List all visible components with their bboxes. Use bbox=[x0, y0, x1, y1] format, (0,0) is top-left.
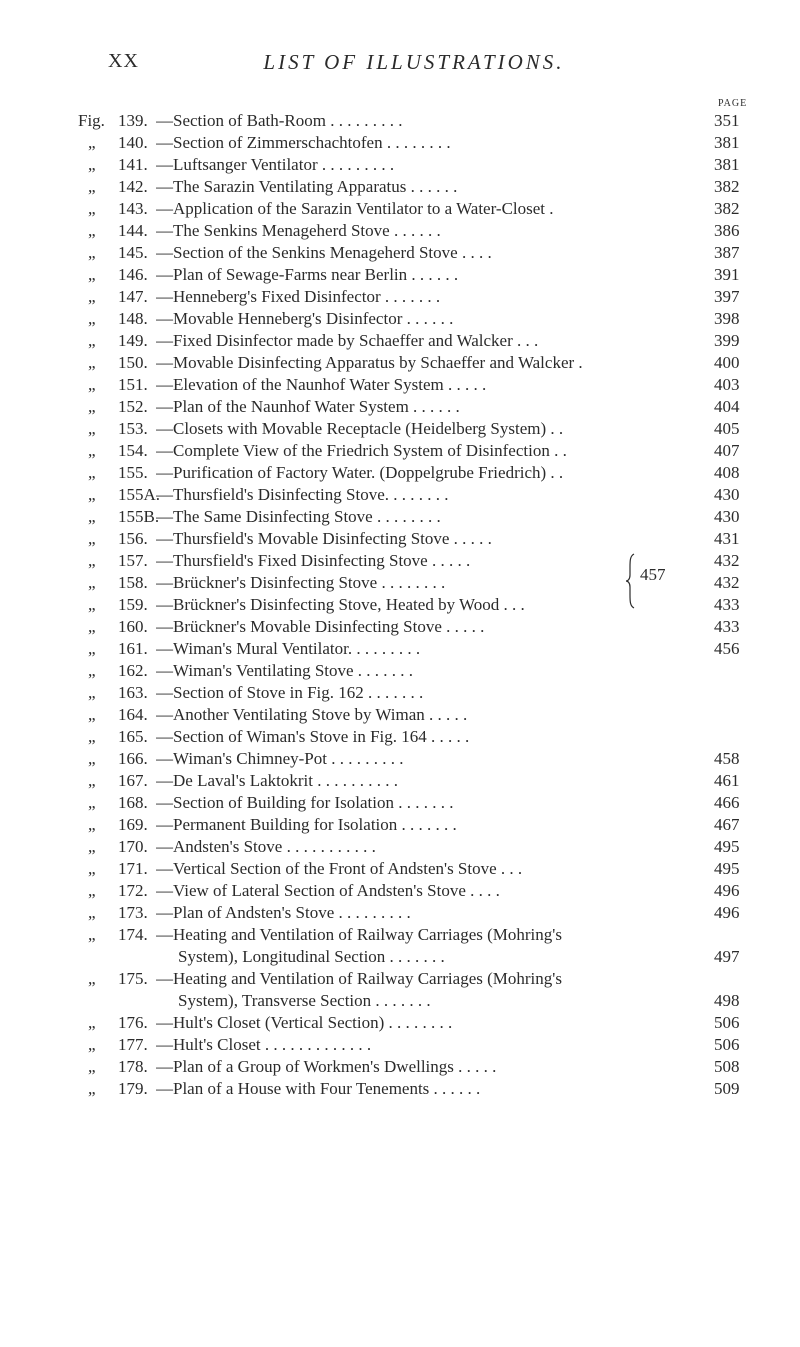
page-ref: 398 bbox=[714, 309, 740, 328]
figure-number: 176. bbox=[118, 1013, 148, 1032]
figure-number: 156. bbox=[118, 529, 148, 548]
page-ref: 461 bbox=[714, 771, 740, 790]
figure-title-line: —Henneberg's Fixed Disinfector . . . . . . . bbox=[156, 287, 441, 306]
ditto-mark: „ bbox=[88, 1013, 96, 1032]
figure-number: 167. bbox=[118, 771, 148, 790]
figure-title bbox=[156, 462, 716, 484]
figure-number: 162. bbox=[118, 661, 148, 680]
ditto-mark: „ bbox=[88, 793, 96, 812]
ditto-mark: „ bbox=[88, 177, 96, 196]
figure-number: 155B. bbox=[118, 507, 160, 526]
page-ref: 430 bbox=[714, 485, 740, 504]
page-header bbox=[108, 50, 720, 80]
figure-title-line: —Section of Building for Isolation . . . . . . . bbox=[156, 793, 454, 812]
figure-title-line: —Plan of the Naunhof Water System . . . . . . bbox=[156, 397, 460, 416]
ditto-mark: „ bbox=[88, 903, 96, 922]
figure-number: 152. bbox=[118, 397, 148, 416]
ditto-mark: „ bbox=[88, 595, 96, 614]
list-item bbox=[78, 352, 758, 374]
ditto-mark: „ bbox=[88, 815, 96, 834]
figure-title bbox=[156, 748, 716, 770]
list-item bbox=[78, 836, 758, 858]
figure-title-line: —Section of Wiman's Stove in Fig. 164 . . . . . bbox=[156, 727, 470, 746]
figure-title-line: —The Same Disinfecting Stove . . . . . . . . bbox=[156, 507, 441, 526]
figure-title bbox=[156, 704, 716, 726]
list-item bbox=[78, 1034, 758, 1056]
figure-title-line: —Application of the Sarazin Ventilator to a Water-Closet . bbox=[156, 199, 554, 218]
figure-title bbox=[156, 836, 716, 858]
ditto-mark: „ bbox=[88, 463, 96, 482]
page-ref: 399 bbox=[714, 331, 740, 350]
list-item bbox=[78, 330, 758, 352]
figure-number: 160. bbox=[118, 617, 148, 636]
page-ref: 430 bbox=[714, 507, 740, 526]
list-item bbox=[78, 1078, 758, 1100]
ditto-mark: „ bbox=[88, 683, 96, 702]
list-item bbox=[78, 858, 758, 880]
figure-number: 151. bbox=[118, 375, 148, 394]
figure-title bbox=[156, 638, 716, 660]
figure-title bbox=[156, 132, 716, 154]
page-ref: 496 bbox=[714, 903, 740, 922]
figure-title-line: —Brückner's Disinfecting Stove, Heated by Wood . . . bbox=[156, 595, 525, 614]
list-item bbox=[78, 1056, 758, 1078]
page-column-label: PAGE bbox=[718, 98, 748, 109]
list-item bbox=[78, 308, 758, 330]
page-ref: 433 bbox=[714, 595, 740, 614]
ditto-mark: „ bbox=[88, 969, 96, 988]
fig-label: Fig. bbox=[78, 111, 105, 130]
ditto-mark: „ bbox=[88, 617, 96, 636]
page-ref: 381 bbox=[714, 133, 740, 152]
figure-number: 142. bbox=[118, 177, 148, 196]
page-ref: 405 bbox=[714, 419, 740, 438]
ditto-mark: „ bbox=[88, 353, 96, 372]
ditto-mark: „ bbox=[88, 1079, 96, 1098]
figure-title bbox=[156, 682, 716, 704]
page-ref: 386 bbox=[714, 221, 740, 240]
figure-title-line: —Plan of Sewage-Farms near Berlin . . . . . . bbox=[156, 265, 459, 284]
list-item bbox=[78, 396, 758, 418]
figure-title-line: —Movable Henneberg's Disinfector . . . . . . bbox=[156, 309, 454, 328]
ditto-mark: „ bbox=[88, 265, 96, 284]
ditto-mark: „ bbox=[88, 859, 96, 878]
figure-title-line: —Thursfield's Disinfecting Stove. . . . . . . . bbox=[156, 485, 449, 504]
figure-title-line: —Wiman's Chimney-Pot . . . . . . . . . bbox=[156, 749, 404, 768]
figure-title bbox=[156, 616, 716, 638]
ditto-mark: „ bbox=[88, 507, 96, 526]
figure-title bbox=[156, 418, 716, 440]
ditto-mark: „ bbox=[88, 727, 96, 746]
figure-title-line: —View of Lateral Section of Andsten's Stove . . . . bbox=[156, 881, 500, 900]
figure-number: 172. bbox=[118, 881, 148, 900]
list-item bbox=[78, 374, 758, 396]
figure-title-line: —Section of Bath-Room . . . . . . . . . bbox=[156, 111, 403, 130]
list-item bbox=[78, 968, 758, 1012]
figure-number: 149. bbox=[118, 331, 148, 350]
figure-number: 148. bbox=[118, 309, 148, 328]
brace-page-number: 457 bbox=[640, 565, 666, 584]
ditto-mark: „ bbox=[88, 551, 96, 570]
figure-number: 159. bbox=[118, 595, 148, 614]
page-ref: 509 bbox=[714, 1079, 740, 1098]
page-ref: 391 bbox=[714, 265, 740, 284]
figure-title bbox=[156, 660, 716, 682]
page-ref: 433 bbox=[714, 617, 740, 636]
page-ref: 467 bbox=[714, 815, 740, 834]
list-item bbox=[78, 418, 758, 440]
ditto-mark: „ bbox=[88, 1035, 96, 1054]
list-item bbox=[78, 462, 758, 484]
figure-title-line: —Plan of a Group of Workmen's Dwellings . . . . . bbox=[156, 1057, 497, 1076]
figure-title bbox=[156, 154, 716, 176]
figure-number: 158. bbox=[118, 573, 148, 592]
figure-number: 166. bbox=[118, 749, 148, 768]
figure-title-line: —Heating and Ventilation of Railway Carriages (Mohring's bbox=[156, 969, 562, 988]
illustrations-list bbox=[78, 110, 758, 1100]
figure-title bbox=[156, 814, 716, 836]
figure-number: 163. bbox=[118, 683, 148, 702]
figure-title bbox=[156, 1012, 716, 1034]
figure-title bbox=[156, 440, 716, 462]
list-item bbox=[78, 616, 758, 638]
figure-number: 144. bbox=[118, 221, 148, 240]
list-item bbox=[78, 638, 758, 660]
page-ref: 506 bbox=[714, 1013, 740, 1032]
figure-title bbox=[156, 528, 716, 550]
figure-title-line: System), Longitudinal Section . . . . . . . bbox=[178, 947, 445, 966]
list-item bbox=[78, 286, 758, 308]
figure-title-line: —Fixed Disinfector made by Schaeffer and Walcker . . . bbox=[156, 331, 539, 350]
figure-title bbox=[156, 198, 716, 220]
figure-number: 161. bbox=[118, 639, 148, 658]
figure-title-line: —Closets with Movable Receptacle (Heidelberg System) . . bbox=[156, 419, 564, 438]
ditto-mark: „ bbox=[88, 661, 96, 680]
figure-number: 146. bbox=[118, 265, 148, 284]
figure-number: 150. bbox=[118, 353, 148, 372]
ditto-mark: „ bbox=[88, 881, 96, 900]
list-item bbox=[78, 660, 758, 682]
figure-title-line: —Plan of Andsten's Stove . . . . . . . . . bbox=[156, 903, 411, 922]
list-item bbox=[78, 704, 758, 726]
figure-title-line: —Purification of Factory Water. (Doppelgrube Friedrich) . . bbox=[156, 463, 564, 482]
figure-number: 170. bbox=[118, 837, 148, 856]
figure-title-line: —Section of the Senkins Menageherd Stove . . . . bbox=[156, 243, 492, 262]
page-ref: 351 bbox=[714, 111, 740, 130]
figure-title-line: —Elevation of the Naunhof Water System . . . . . bbox=[156, 375, 487, 394]
figure-number: 140. bbox=[118, 133, 148, 152]
page-ref: 407 bbox=[714, 441, 740, 460]
ditto-mark: „ bbox=[88, 287, 96, 306]
figure-title bbox=[156, 286, 716, 308]
list-item bbox=[78, 770, 758, 792]
figure-title-line: —Heating and Ventilation of Railway Carriages (Mohring's bbox=[156, 925, 562, 944]
ditto-mark: „ bbox=[88, 133, 96, 152]
brace-mark bbox=[626, 553, 638, 609]
figure-title bbox=[156, 506, 716, 528]
list-item bbox=[78, 726, 758, 748]
page-ref: 506 bbox=[714, 1035, 740, 1054]
figure-title bbox=[156, 330, 716, 352]
ditto-mark: „ bbox=[88, 925, 96, 944]
figure-title bbox=[156, 110, 716, 132]
figure-title-line: —Vertical Section of the Front of Andsten's Stove . . . bbox=[156, 859, 523, 878]
figure-title-line: —Hult's Closet (Vertical Section) . . . . . . . . bbox=[156, 1013, 453, 1032]
list-item bbox=[78, 924, 758, 968]
figure-title-line: —Brückner's Movable Disinfecting Stove . . . . . bbox=[156, 617, 485, 636]
page-ref: 431 bbox=[714, 529, 740, 548]
page-number: XX bbox=[108, 50, 139, 72]
figure-title bbox=[156, 176, 716, 198]
figure-title-line: —Andsten's Stove . . . . . . . . . . . bbox=[156, 837, 376, 856]
figure-title bbox=[156, 880, 716, 902]
list-item bbox=[78, 880, 758, 902]
figure-title bbox=[156, 396, 716, 418]
list-item bbox=[78, 176, 758, 198]
list-item bbox=[78, 440, 758, 462]
ditto-mark: „ bbox=[88, 529, 96, 548]
page-ref: 408 bbox=[714, 463, 740, 482]
figure-number: 164. bbox=[118, 705, 148, 724]
list-item bbox=[78, 792, 758, 814]
list-item bbox=[78, 902, 758, 924]
list-item bbox=[78, 748, 758, 770]
list-item bbox=[78, 682, 758, 704]
list-item bbox=[78, 242, 758, 264]
figure-title-line: —Hult's Closet . . . . . . . . . . . . . bbox=[156, 1035, 372, 1054]
figure-title-line: —Brückner's Disinfecting Stove . . . . . . . . bbox=[156, 573, 446, 592]
figure-title-line: —De Laval's Laktokrit . . . . . . . . . . bbox=[156, 771, 398, 790]
list-item bbox=[78, 1012, 758, 1034]
page-ref: 495 bbox=[714, 859, 740, 878]
figure-number: 141. bbox=[118, 155, 148, 174]
ditto-mark: „ bbox=[88, 243, 96, 262]
list-item bbox=[78, 198, 758, 220]
page-ref: 381 bbox=[714, 155, 740, 174]
ditto-mark: „ bbox=[88, 639, 96, 658]
ditto-mark: „ bbox=[88, 331, 96, 350]
figure-title-line: —Plan of a House with Four Tenements . . . . . . bbox=[156, 1079, 481, 1098]
list-item bbox=[78, 506, 758, 528]
list-item bbox=[78, 484, 758, 506]
figure-title-line: —Thursfield's Movable Disinfecting Stove . . . . . bbox=[156, 529, 492, 548]
ditto-mark: „ bbox=[88, 199, 96, 218]
figure-title bbox=[156, 352, 716, 374]
figure-title-line: —Wiman's Ventilating Stove . . . . . . . bbox=[156, 661, 414, 680]
page-ref: 466 bbox=[714, 793, 740, 812]
page-ref: 404 bbox=[714, 397, 740, 416]
figure-title bbox=[156, 264, 716, 286]
ditto-mark: „ bbox=[88, 221, 96, 240]
page-ref: 382 bbox=[714, 177, 740, 196]
figure-number: 174. bbox=[118, 925, 148, 944]
figure-number: 168. bbox=[118, 793, 148, 812]
figure-title-line: —Section of Zimmerschachtofen . . . . . . . . bbox=[156, 133, 451, 152]
page-ref: 403 bbox=[714, 375, 740, 394]
page-ref: 432 bbox=[714, 573, 740, 592]
figure-number: 169. bbox=[118, 815, 148, 834]
page-ref: 498 bbox=[714, 991, 740, 1010]
page-title: LIST OF ILLUSTRATIONS. bbox=[263, 50, 565, 74]
list-item bbox=[78, 110, 758, 132]
page-ref: 496 bbox=[714, 881, 740, 900]
page-ref: 456 bbox=[714, 639, 740, 658]
figure-title-line: —The Senkins Menageherd Stove . . . . . . bbox=[156, 221, 441, 240]
figure-number: 153. bbox=[118, 419, 148, 438]
figure-number: 155. bbox=[118, 463, 148, 482]
figure-title-line: —Another Ventilating Stove by Wiman . . . . . bbox=[156, 705, 468, 724]
ditto-mark: „ bbox=[88, 705, 96, 724]
page-ref: 387 bbox=[714, 243, 740, 262]
ditto-mark: „ bbox=[88, 485, 96, 504]
figure-title-line: —Permanent Building for Isolation . . . . . . . bbox=[156, 815, 457, 834]
figure-title bbox=[156, 220, 716, 242]
figure-number: 143. bbox=[118, 199, 148, 218]
figure-title bbox=[156, 242, 716, 264]
ditto-mark: „ bbox=[88, 441, 96, 460]
figure-title bbox=[156, 792, 716, 814]
figure-title bbox=[156, 770, 716, 792]
figure-number: 177. bbox=[118, 1035, 148, 1054]
figure-title-line: —Complete View of the Friedrich System of Disinfection . . bbox=[156, 441, 567, 460]
page-ref: 400 bbox=[714, 353, 740, 372]
figure-title-line: —The Sarazin Ventilating Apparatus . . . . . . bbox=[156, 177, 458, 196]
figure-title bbox=[156, 902, 716, 924]
figure-title-line: —Wiman's Mural Ventilator. . . . . . . . . bbox=[156, 639, 421, 658]
list-item bbox=[78, 220, 758, 242]
ditto-mark: „ bbox=[88, 309, 96, 328]
figure-number: 175. bbox=[118, 969, 148, 988]
figure-number: 165. bbox=[118, 727, 148, 746]
figure-title bbox=[156, 484, 716, 506]
ditto-mark: „ bbox=[88, 837, 96, 856]
figure-number: 155A. bbox=[118, 485, 161, 504]
figure-title bbox=[156, 374, 716, 396]
figure-title bbox=[156, 858, 716, 880]
figure-title bbox=[156, 968, 716, 1012]
ditto-mark: „ bbox=[88, 1057, 96, 1076]
figure-number: 147. bbox=[118, 287, 148, 306]
figure-number: 157. bbox=[118, 551, 148, 570]
figure-number: 154. bbox=[118, 441, 148, 460]
figure-number: 171. bbox=[118, 859, 148, 878]
figure-title bbox=[156, 924, 716, 968]
figure-title bbox=[156, 726, 716, 748]
figure-title-line: —Thursfield's Fixed Disinfecting Stove . . . . . bbox=[156, 551, 471, 570]
page-ref: 382 bbox=[714, 199, 740, 218]
figure-number: 179. bbox=[118, 1079, 148, 1098]
ditto-mark: „ bbox=[88, 573, 96, 592]
page-ref: 495 bbox=[714, 837, 740, 856]
ditto-mark: „ bbox=[88, 397, 96, 416]
ditto-mark: „ bbox=[88, 771, 96, 790]
ditto-mark: „ bbox=[88, 375, 96, 394]
page-ref: 432 bbox=[714, 551, 740, 570]
list-item bbox=[78, 154, 758, 176]
figure-number: 178. bbox=[118, 1057, 148, 1076]
figure-title bbox=[156, 1056, 716, 1078]
page-ref: 458 bbox=[714, 749, 740, 768]
list-item bbox=[78, 814, 758, 836]
list-item bbox=[78, 594, 758, 616]
figure-number: 139. bbox=[118, 111, 148, 130]
figure-title bbox=[156, 1078, 716, 1100]
figure-title-line: —Movable Disinfecting Apparatus by Schaeffer and Walcker . bbox=[156, 353, 583, 372]
list-item bbox=[78, 528, 758, 550]
page-ref: 397 bbox=[714, 287, 740, 306]
ditto-mark: „ bbox=[88, 419, 96, 438]
page-ref: 497 bbox=[714, 947, 740, 966]
figure-title-line: —Section of Stove in Fig. 162 . . . . . . . bbox=[156, 683, 424, 702]
list-item bbox=[78, 264, 758, 286]
page-ref: 508 bbox=[714, 1057, 740, 1076]
ditto-mark: „ bbox=[88, 749, 96, 768]
figure-title bbox=[156, 1034, 716, 1056]
figure-title-line: —Luftsanger Ventilator . . . . . . . . . bbox=[156, 155, 395, 174]
figure-number: 173. bbox=[118, 903, 148, 922]
figure-number: 145. bbox=[118, 243, 148, 262]
list-item bbox=[78, 132, 758, 154]
figure-title bbox=[156, 308, 716, 330]
ditto-mark: „ bbox=[88, 155, 96, 174]
figure-title-line: System), Transverse Section . . . . . . . bbox=[178, 991, 431, 1010]
